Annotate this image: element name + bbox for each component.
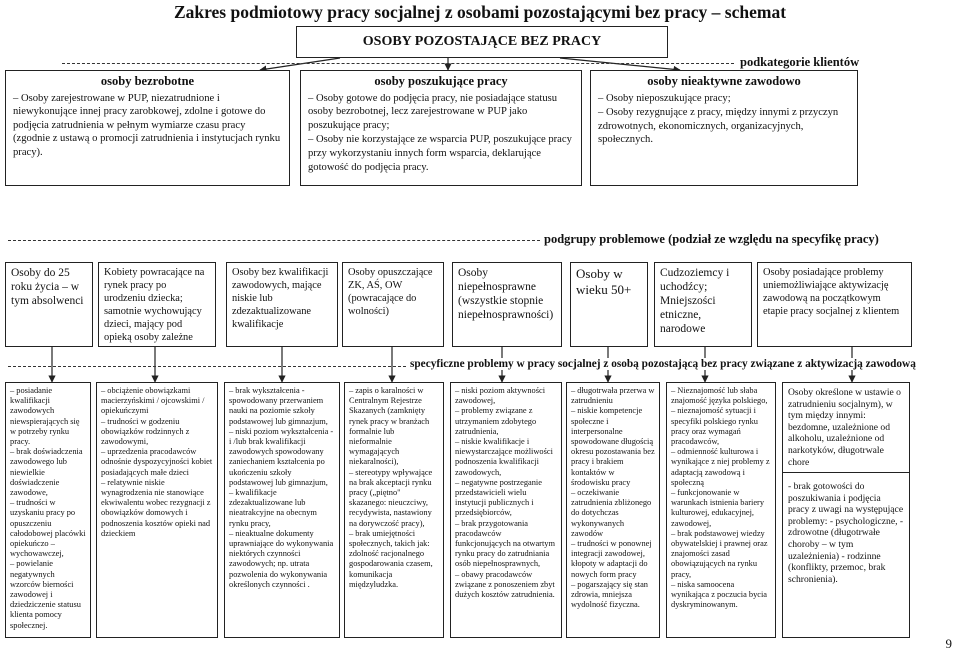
problem-item: – powielanie negatywnych wzorców bierności zawodowej i dziedziczenie statusu klienta pomocy społecznej. <box>10 559 81 630</box>
problems-foreigners <box>666 382 776 638</box>
problem-item: – oczekiwanie zatrudnienia zbliżonego do dotychczas wykonywanych zawodów <box>571 488 652 538</box>
problem-item: – kwalifikacje zdezaktualizowane lub nieatrakcyjne na obecnym rynku pracy, <box>229 488 317 528</box>
problems-disabled <box>450 382 562 638</box>
problem-item: – brak podstawowej wiedzy obywatelskiej i prawnej oraz znajomości zasad obowiązujących na rynku pracy, <box>671 528 768 579</box>
label-specific-problems: specyficzne problemy w pracy socjalnej z osobą pozostającą bez pracy związane z aktywizacją zawodową <box>410 358 916 370</box>
group-disabled: Osoby niepełnosprawne (wszystkie stopnie niepełnosprawności) <box>452 262 562 347</box>
problems-50-plus <box>566 382 660 638</box>
dashed-line-problems <box>8 366 406 367</box>
group-youth: Osoby do 25 roku życia – w tym absolwenci <box>5 262 93 347</box>
group-50-plus: Osoby w wieku 50+ <box>570 262 648 347</box>
problem-item: – niskie kwalifikacje i niewystarczające możliwości podnoszenia kwalifikacji zawodowych, <box>455 437 553 477</box>
category-heading: osoby poszukujące pracy <box>374 74 508 88</box>
problem-item: – Nieznajomość lub słaba znajomość języka polskiego, <box>671 386 768 406</box>
root-box: OSOBY POZOSTAJĄCE BEZ PRACY <box>296 26 668 58</box>
problem-item: – trudności w uzyskaniu pracy po opuszczeniu całodobowej placówki opiekuńczo – wychowawczej, <box>10 498 86 559</box>
category-heading: osoby bezrobotne <box>100 74 195 88</box>
problem-item: – negatywne postrzeganie przedstawicieli wielu instytucji publicznych i przedsiębiorców, <box>455 477 542 518</box>
category-line: – Osoby gotowe do podjęcia pracy, nie posiadające statusu osoby bezrobotnej, lecz zarejestrowane w PUP jako poszukujące pracy; <box>308 92 558 131</box>
page-number: 9 <box>945 636 952 651</box>
arrow-root-to-unemployed <box>260 58 340 70</box>
problem-item: – niski poziom aktywności zawodowej, <box>455 386 546 406</box>
category-inactive <box>590 70 858 186</box>
problem-item: – obciążenie obowiązkami macierzyńskimi / ojcowskimi / opiekuńczymi <box>101 386 205 416</box>
category-line: – Osoby nieposzukujące pracy; <box>598 92 731 104</box>
group-no-qualifications: Osoby bez kwalifikacji zawodowych, mające niskie lub zdezaktualizowane kwalifikacje <box>226 262 338 347</box>
problems-multiple-list: - brak gotowości do poszukiwania i podjęcia pracy z uwagi na występujące problemy: - psychologiczne, - zdrowotne (długotrwałe choroby – w tym uzależnienia) - rodzinne (konflikty, przemoc, brak schronienia). <box>788 481 904 585</box>
problem-item: – uprzedzenia pracodawców odnośnie dyspozycyjności kobiet posiadających małe dzieci <box>101 447 213 477</box>
problem-item: – problemy związane z utrzymaniem zdobytego zatrudnienia, <box>455 406 537 436</box>
category-heading: osoby nieaktywne zawodowo <box>647 74 801 88</box>
category-line: – Osoby zarejestrowane w PUP, niezatrudnione i niewykonujące innej pracy zarobkowej, zdolne i gotowe do podjęcia zatrudnienia w pełnym wymiarze czasu pracy (zgodnie z ustawą o promocji zatrudnienia i instytucjach rynku pracy). <box>13 92 281 158</box>
label-subcategories: podkategorie klientów <box>740 55 860 69</box>
problem-item: – brak wykształcenia - spowodowany przerwaniem nauki na poziomie szkoły podstawowej lub gimnazjum, <box>229 386 328 426</box>
problem-item: – posiadanie kwalifikacji zawodowych niewspierających się w potrzeby rynku pracy. <box>10 386 80 447</box>
problem-item: – relatywnie niskie wynagrodzenia nie stanowiące ekwiwalentu wobec rezygnacji z obowiązków domowych i podnoszenia kosztów opieki nad dzieckiem <box>101 477 211 538</box>
category-unemployed <box>5 70 290 186</box>
problem-item: – pogarszający się stan zdrowia, mniejsza wydolność fizyczna. <box>571 579 648 610</box>
problems-former-prisoners <box>344 382 444 638</box>
label-problem-groups: podgrupy problemowe (podział ze względu na specyfikę pracy) <box>544 232 879 246</box>
diagram-title: Zakres podmiotowy pracy socjalnej z osobami pozostającymi bez pracy – schemat <box>173 2 787 22</box>
problems-no-qualifications <box>224 382 340 638</box>
category-line: – Osoby nie korzystające ze wsparcia PUP, poszukujące pracy przy wykorzystaniu innych form wsparcia, deklarujące gotowość do podjęcia pracy. <box>308 134 572 173</box>
problem-item: – niski poziom wykształcenia - i /lub brak kwalifikacji zawodowych spowodowany zaniechaniem kształcenia po ukończeniu szkoły podstawowej lub gimnazjum, <box>229 426 334 487</box>
category-jobseekers <box>300 70 582 186</box>
group-foreigners: Cudzoziemcy i uchodźcy; Mniejszości etniczne, narodowe <box>654 262 752 347</box>
problem-item: – niska samoocena wynikająca z poczucia bycia dyskryminowanym. <box>671 579 768 610</box>
problem-item: – zapis o karalności w Centralnym Rejestrze Skazanych (zamknięty rynek pracy w branżach formalnie lub nieformalnie wymagających niekaralności), <box>349 386 430 467</box>
problem-item: – nieaktualne dokumenty uprawniające do wykonywania niektórych czynności zawodowych; np. utrata pozwolenia do wykonywania określonych czynności . <box>229 528 334 589</box>
problem-item: – obawy pracodawców związane z ponoszeniem zbyt dużych kosztów zatrudnienia. <box>455 569 555 600</box>
group-multiple-problems: Osoby posiadające problemy uniemożliwiające aktywizację zawodową na początkowym etapie pracy socjalnej z klientem <box>757 262 912 347</box>
problems-youth <box>5 382 91 638</box>
problem-item: – długotrwała przerwa w zatrudnieniu <box>571 386 655 406</box>
category-line: – Osoby rezygnujące z pracy, między innymi z przyczyn zdrowotnych, ekonomicznych, organizacyjnych, społecznych. <box>598 107 839 146</box>
problem-item: – brak doświadczenia zawodowego lub niewielkie doświadczenie zawodowe, <box>10 447 83 498</box>
group-former-prisoners: Osoby opuszczające ZK, AŚ, OW (powracające do wolności) <box>342 262 444 347</box>
problems-multiple <box>782 382 910 638</box>
problems-multiple-description: Osoby określone w ustawie o zatrudnieniu socjalnym), w tym między innymi: bezdomne, uzależnione od alkoholu, uzależnione od narkotyków, długotrwale chore <box>783 383 909 473</box>
problem-item: – brak przygotowania pracodawców funkcjonujących na otwartym rynku pracy do zatrudniania osób niepełnosprawnych, <box>455 518 556 569</box>
problems-women-returning <box>96 382 218 638</box>
problem-item: – brak umiejętności społecznych, takich jak: zdolność racjonalnego gospodarowania czasem, komunikacja międzyludzka. <box>349 528 433 589</box>
problem-item: – funkcjonowanie w warunkach istnienia bariery kulturowej, edukacyjnej, zawodowej, <box>671 488 765 528</box>
problem-item: – trudności w ponownej integracji zawodowej, kłopoty w adaptacji do nowych form pracy <box>571 539 652 579</box>
problem-item: – nieznajomość sytuacji i specyfiki polskiego rynku pracy oraz wymagań pracodawców, <box>671 406 758 447</box>
group-women-returning: Kobiety powracające na rynek pracy po urodzeniu dziecka; samotnie wychowujący dzieci, mający pod opieką osoby zależne <box>98 262 216 347</box>
problem-item: – trudności w godzeniu obowiązków rodzinnych z zawodowymi, <box>101 416 190 447</box>
problem-item: – odmienność kulturowa i wynikające z niej problemy z adaptacją zawodową i społeczną <box>671 447 770 487</box>
arrow-root-to-inactive <box>560 58 680 70</box>
dashed-line-sub <box>62 63 734 64</box>
dashed-line-groups <box>8 240 540 241</box>
problem-item: – niskie kompetencje społeczne i interpersonalne spowodowane długością okresu pozostawania bez pracy i brakiem kontaktów w środowisku pracy <box>571 406 655 487</box>
problem-item: – stereotypy wpływające na brak akceptacji rynku pracy („piętno" skazanego: nieuczciwy, recydywista, nastawiony na dorywczość pracy), <box>349 467 433 528</box>
